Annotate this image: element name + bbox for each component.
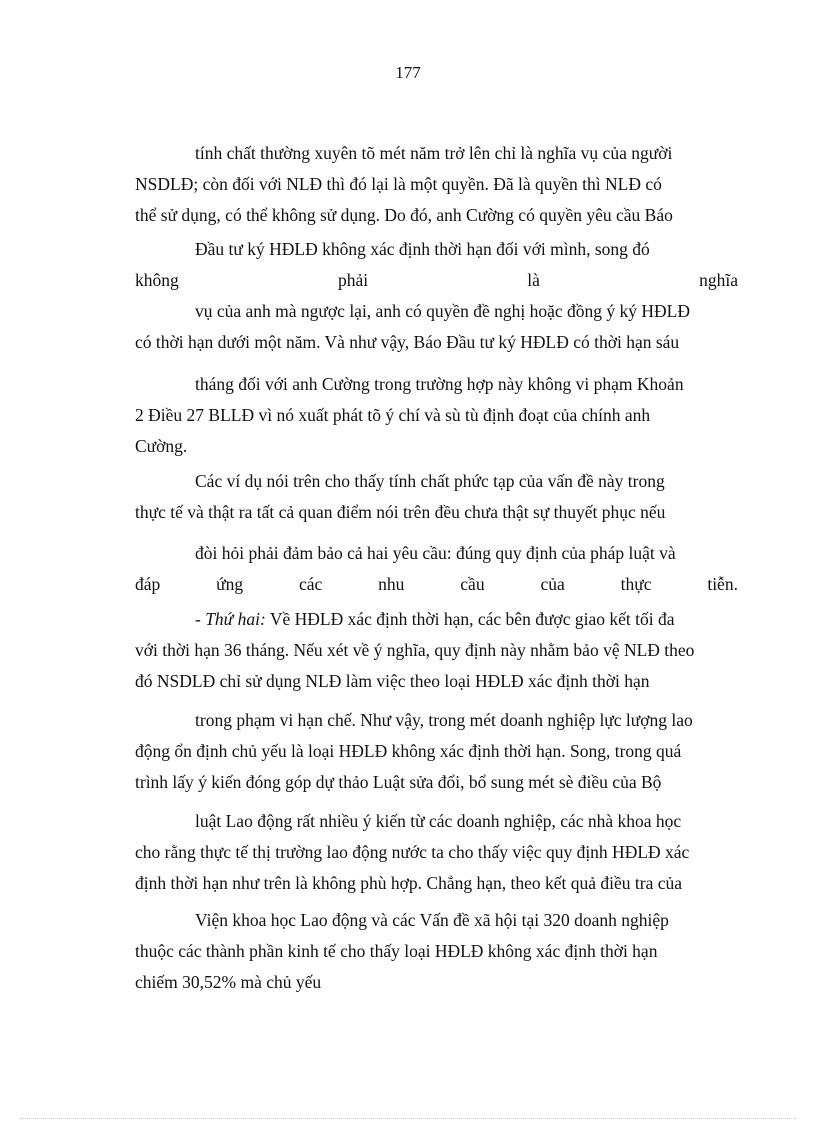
text-line: Các ví dụ nói trên cho thấy tính chất phức tạp của vấn đề này trong: [195, 471, 665, 491]
text-line: có thời hạn dưới một năm. Và như vậy, Báo Đầu tư ký HĐLĐ có thời hạn sáu: [135, 332, 680, 352]
text-run: Về HĐLĐ xác định thời hạn, các bên được giao kết tối đa: [265, 609, 675, 629]
text-line: luật Lao động rất nhiều ý kiến từ các doanh nghiệp, các nhà khoa học: [195, 811, 682, 831]
page-bottom-divider: [20, 1118, 796, 1119]
paragraph-3: [135, 369, 738, 462]
text-line: định thời hạn như trên là không phù hợp. Chẳng hạn, theo kết quả điều tra của: [135, 873, 683, 893]
paragraph-1: [135, 138, 738, 231]
paragraph-6: [135, 604, 738, 697]
text-line: NSDLĐ; còn đối với NLĐ thì đó lại là một quyền. Đã là quyền thì NLĐ có: [135, 174, 662, 194]
paragraph-9: [135, 905, 738, 998]
text-line: cho rằng thực tế thị trường lao động nước ta cho thấy việc quy định HĐLĐ xác: [135, 842, 690, 862]
text-line: [135, 604, 738, 635]
text-line: với thời hạn 36 tháng. Nếu xét về ý nghĩa, quy định này nhằm bảo vệ NLĐ theo: [135, 640, 695, 660]
dash: -: [195, 609, 206, 629]
text-line: động ổn định chủ yếu là loại HĐLĐ không xác định thời hạn. Song, trong quá: [135, 741, 682, 761]
spread-text-line: [135, 569, 738, 600]
text-line: tháng đối với anh Cường trong trường hợp này không vi phạm Khoản: [195, 374, 684, 394]
paragraph-5: [135, 538, 738, 600]
text-line: Đầu tư ký HĐLĐ không xác định thời hạn đối với mình, song đó: [195, 239, 650, 259]
word: đáp: [135, 574, 161, 594]
word: không: [135, 270, 179, 290]
paragraph-4: [135, 466, 738, 528]
word: thực: [620, 574, 652, 594]
text-line: thực tế và thật ra tất cả quan điểm nói trên đều chưa thật sự thuyết phục nếu: [135, 502, 666, 522]
text-line: đòi hỏi phải đảm bảo cả hai yêu cầu: đúng quy định của pháp luật và: [195, 543, 676, 563]
text-line: thuộc các thành phần kinh tế cho thấy loại HĐLĐ không xác định thời hạn: [135, 941, 658, 961]
paragraph-7: [135, 705, 738, 798]
text-line: 2 Điều 27 BLLĐ vì nó xuất phát tõ ý chí và sù tù định đoạt của chính anh: [135, 405, 651, 425]
text-line: Cường.: [135, 436, 188, 456]
text-line: tính chất thường xuyên tõ mét năm trở lên chỉ là nghĩa vụ của người: [195, 143, 673, 163]
text-line: thể sử dụng, có thể không sử dụng. Do đó, anh Cường có quyền yêu cầu Báo: [135, 205, 673, 225]
text-line: Viện khoa học Lao động và các Vấn đề xã hội tại 320 doanh nghiệp: [195, 910, 669, 930]
text-line: đó NSDLĐ chỉ sử dụng NLĐ làm việc theo loại HĐLĐ xác định thời hạn: [135, 671, 650, 691]
text-line: trong phạm vi hạn chế. Như vậy, trong mét doanh nghiệp lực lượng lao: [195, 710, 693, 730]
page-number: 177: [395, 63, 421, 82]
section-heading: Thứ hai:: [205, 609, 266, 629]
text-line: chiếm 30,52% mà chủ yếu: [135, 972, 322, 992]
word: cầu: [460, 574, 485, 594]
word: tiễn.: [707, 574, 738, 594]
text-line: vụ của anh mà ngược lại, anh có quyền đề nghị hoặc đồng ý ký HĐLĐ: [195, 301, 690, 321]
word: ứng: [216, 574, 244, 594]
word: các: [299, 574, 323, 594]
word: nhu: [378, 574, 405, 594]
word: của: [540, 574, 565, 594]
spread-text-line: [135, 265, 738, 296]
word: phải: [337, 270, 369, 290]
paragraph-8: [135, 806, 738, 899]
paragraph-2: [135, 234, 738, 358]
word: là: [527, 270, 540, 290]
word: nghĩa: [699, 270, 738, 290]
text-line: trình lấy ý kiến đóng góp dự thảo Luật sửa đổi, bổ sung mét sè điều của Bộ: [135, 772, 662, 792]
